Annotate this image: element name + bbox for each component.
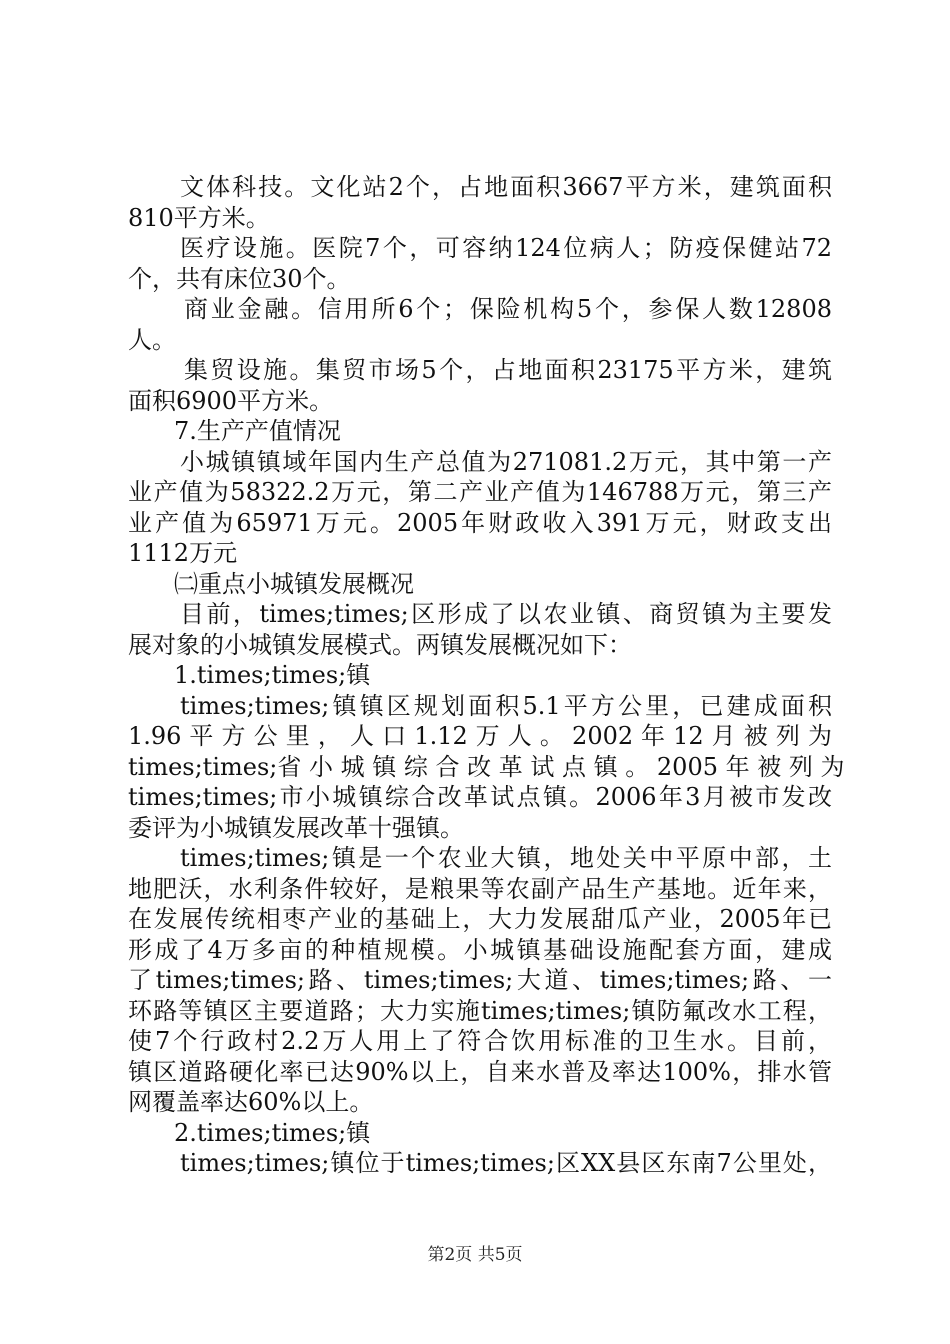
text-line: 商业金融。信用所6个；保险机构5个，参保人数12808 [184,295,832,323]
text-line: 1.96 平 方 公 里 ， 人 口 1.12 万 人 。 2002 年 12 月 被 列 为 [128,722,832,750]
text-line: 业产值为58322.2万元，第二产业产值为146788万元，第三产 [128,478,832,506]
text-line: 小城镇镇域年国内生产总值为271081.2万元，其中第一产 [180,447,832,476]
text-line: times;times;镇是一个农业大镇，地处关中平原中部，土 [180,844,832,872]
text-line: 展对象的小城镇发展模式。两镇发展概况如下： [128,630,632,659]
document-body [128,172,845,1179]
text-line: 形成了4万多亩的种植规模。小城镇基础设施配套方面，建成 [128,935,832,964]
text-line: 在发展传统相枣产业的基础上，大力发展甜瓜产业，2005年已 [128,905,832,933]
text-line: 业产值为65971万元。2005年财政收入391万元，财政支出 [128,508,832,537]
text-line: 了times;times;路、times;times;大道、times;times;路、一 [128,966,832,994]
text-line: 文体科技。文化站2个，占地面积3667平方米，建筑面积 [180,173,832,201]
text-line: 地肥沃，水利条件较好，是粮果等农副产品生产基地。近年来， [128,874,832,903]
section-heading: ㈡重点小城镇发展概况 [174,569,414,598]
text-line: 目前，times;times;区形成了以农业镇、商贸镇为主要发 [180,600,832,628]
text-line: times;times;省 小 城 镇 综 合 改 革 试 点 镇 。 2005 年 被 列 为 [128,752,845,781]
section-heading: 2.times;times;镇 [174,1118,371,1147]
text-line: 环路等镇区主要道路；大力实施times;times;镇防氟改水工程， [128,996,832,1025]
text-line: 委评为小城镇发展改革十强镇。 [128,813,464,842]
section-heading: 1.times;times;镇 [174,661,371,689]
text-line: 人。 [128,325,176,354]
text-line: times;times;镇镇区规划面积5.1平方公里，已建成面积 [180,691,832,720]
text-line: 1112万元 [128,539,238,567]
text-line: 医疗设施。医院7个，可容纳124位病人；防疫保健站72 [180,234,832,262]
text-line: 使7个行政村2.2万人用上了符合饮用标准的卫生水。目前， [128,1027,832,1055]
section-heading: 7.生产产值情况 [174,417,341,445]
text-line: 个，共有床位30个。 [128,264,351,293]
page-footer: 第2页 共5页 [427,1245,523,1265]
text-line: 面积6900平方米。 [128,386,334,415]
text-line: 网覆盖率达60%以上。 [128,1088,374,1116]
text-line: times;times;市小城镇综合改革试点镇。2006年3月被市发改 [128,783,832,811]
text-line: 镇区道路硬化率已达90%以上，自来水普及率达100%，排水管 [128,1057,832,1086]
text-line: times;times;镇位于times;times;区XX县区东南7公里处， [180,1149,832,1177]
text-line: 810平方米。 [128,203,270,232]
text-line: 集贸设施。集贸市场5个，占地面积23175平方米，建筑 [184,356,832,384]
